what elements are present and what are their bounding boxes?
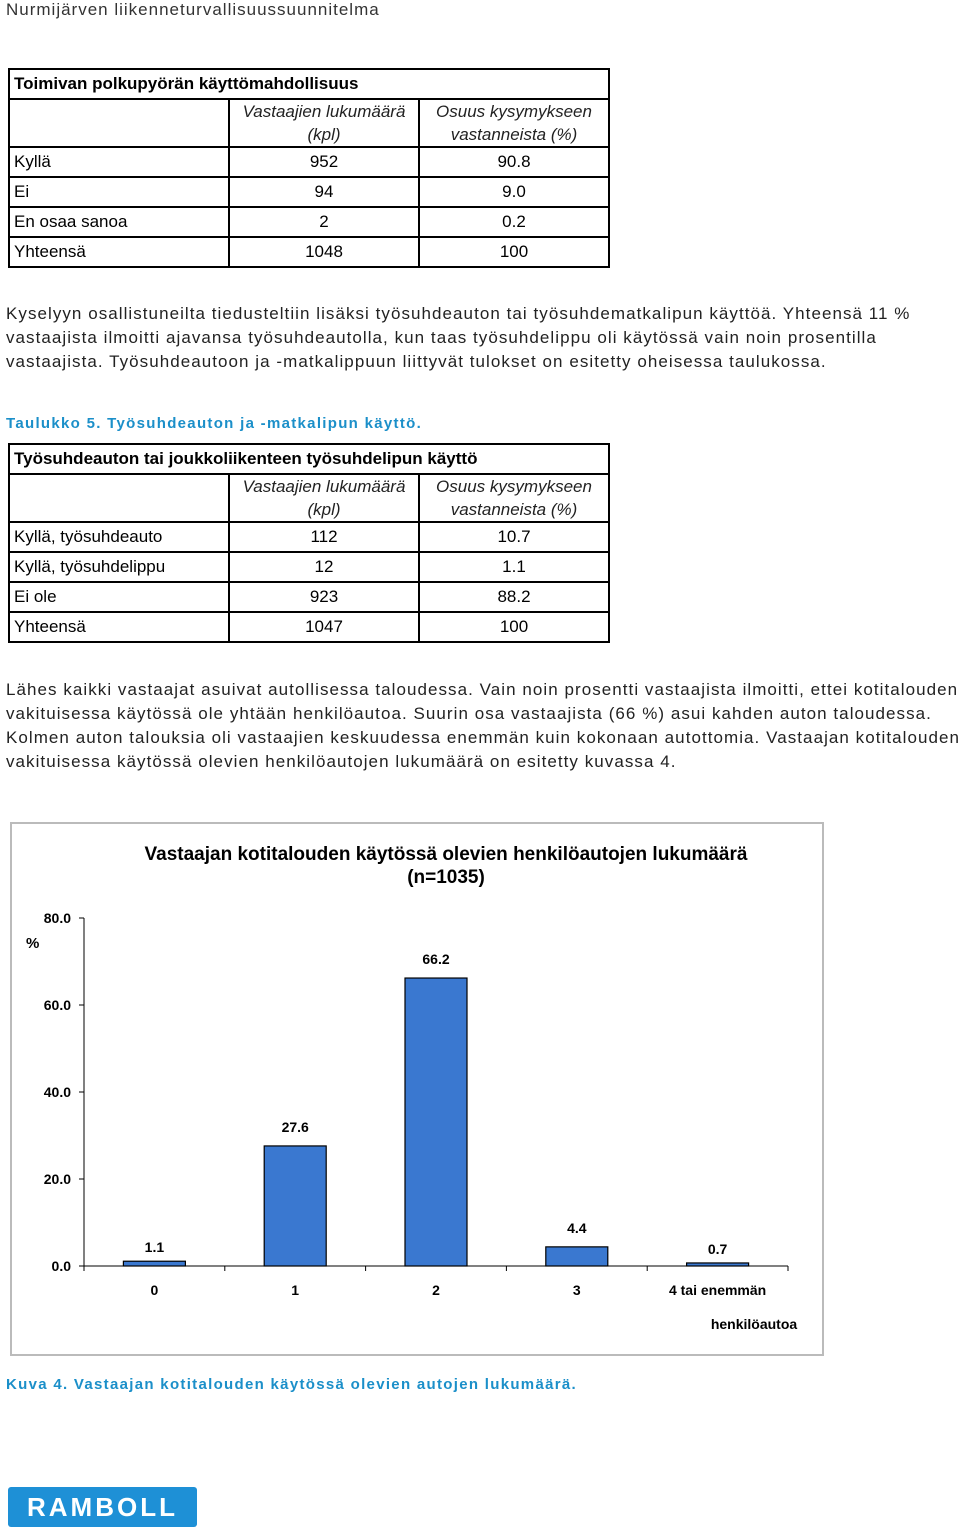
column-header-percent: Osuus kysymykseen vastanneista (%) bbox=[419, 474, 609, 522]
bar-value-label: 0.7 bbox=[707, 1241, 728, 1257]
table-row bbox=[9, 582, 609, 612]
bicycle-table bbox=[8, 68, 610, 268]
chart-subtitle: (n=1035) bbox=[407, 867, 485, 888]
x-tick-label: 4 tai enemmän bbox=[668, 1282, 767, 1298]
column-header-count: Vastaajien lukumäärä (kpl) bbox=[229, 99, 419, 147]
row-count: 923 bbox=[229, 582, 419, 612]
row-label: Ei ole bbox=[9, 582, 229, 612]
y-axis-label: % bbox=[26, 935, 40, 952]
work-vehicle-table bbox=[8, 443, 610, 643]
bar-value-label: 27.6 bbox=[281, 1118, 309, 1135]
row-count: 952 bbox=[229, 147, 419, 177]
chart-frame bbox=[10, 822, 824, 1356]
bar-value-label: 1.1 bbox=[144, 1239, 165, 1255]
x-tick-label: 3 bbox=[572, 1282, 581, 1298]
table-row bbox=[9, 177, 609, 207]
y-tick-label: 0.0 bbox=[51, 1258, 71, 1274]
table-row bbox=[9, 522, 609, 552]
row-label: Kyllä bbox=[9, 147, 229, 177]
table-title: Toimivan polkupyörän käyttömahdollisuus bbox=[9, 69, 609, 99]
row-count: 1047 bbox=[229, 612, 419, 642]
paragraph-work-vehicle: Kyselyyn osallistuneilta tiedusteltiin lisäksi työsuhdeauton tai työsuhdematkalipun käyttöä. Yhteensä 11 % vastaajista ilmoitti ajavansa työsuhdeautolla, kun taas työsuhdelippu oli käytössä vain noin prosentilla vastaajista. Työsuhdeautoon ja -matkalippuun liittyvät tulokset on esitetty oheisessa taulukossa. bbox=[6, 304, 911, 371]
chart-title: Vastaajan kotitalouden käytössä olevien henkilöautojen lukumäärä bbox=[144, 844, 748, 865]
row-percent: 9.0 bbox=[419, 177, 609, 207]
document-header: Nurmijärven liikenneturvallisuussuunnitelma bbox=[6, 0, 380, 19]
row-count: 112 bbox=[229, 522, 419, 552]
row-percent: 88.2 bbox=[419, 582, 609, 612]
row-count: 1048 bbox=[229, 237, 419, 267]
row-label: Kyllä, työsuhdelippu bbox=[9, 552, 229, 582]
row-percent: 100 bbox=[419, 612, 609, 642]
table-row bbox=[9, 207, 609, 237]
x-tick-label: 1 bbox=[291, 1282, 300, 1298]
row-count: 12 bbox=[229, 552, 419, 582]
row-percent: 10.7 bbox=[419, 522, 609, 552]
ramboll-logo bbox=[8, 1487, 197, 1527]
x-tick-label: 2 bbox=[432, 1282, 440, 1298]
figure-caption: Kuva 4. Vastaajan kotitalouden käytössä olevien autojen lukumäärä. bbox=[6, 1376, 577, 1393]
row-percent: 100 bbox=[419, 237, 609, 267]
row-label: Kyllä, työsuhdeauto bbox=[9, 522, 229, 552]
row-percent: 90.8 bbox=[419, 147, 609, 177]
empty-header-cell bbox=[9, 99, 229, 147]
row-label: Yhteensä bbox=[9, 237, 229, 267]
table-row bbox=[9, 552, 609, 582]
column-header-percent: Osuus kysymykseen vastanneista (%) bbox=[419, 99, 609, 147]
row-label: En osaa sanoa bbox=[9, 207, 229, 237]
bar-value-label: 4.4 bbox=[567, 1219, 587, 1236]
table-title: Työsuhdeauton tai joukkoliikenteen työsuhdelipun käyttö bbox=[9, 444, 609, 474]
y-tick-label: 60.0 bbox=[43, 997, 71, 1013]
row-percent: 1.1 bbox=[419, 552, 609, 582]
table-caption: Taulukko 5. Työsuhdeauton ja -matkalipun käyttö. bbox=[6, 415, 423, 432]
empty-header-cell bbox=[9, 474, 229, 522]
row-count: 2 bbox=[229, 207, 419, 237]
column-header-count: Vastaajien lukumäärä (kpl) bbox=[229, 474, 419, 522]
x-axis-label: henkilöautoa bbox=[710, 1316, 798, 1332]
row-label: Yhteensä bbox=[9, 612, 229, 642]
logo-text: RAMBOLL bbox=[27, 1492, 178, 1522]
x-tick-label: 0 bbox=[150, 1282, 159, 1298]
y-tick-label: 80.0 bbox=[43, 910, 71, 926]
paragraph-household-cars: Lähes kaikki vastaajat asuivat autollisessa taloudessa. Vain noin prosentti vastaajista ilmoitti, ettei kotitalouden vakituisessa käytössä ole yhtään henkilöautoa. Suurin osa vastaajista (66 %) asui kahden auton taloudessa. Kolmen auton talouksia oli vastaajien keskuudessa enemmän kuin kokonaan autottomia. Vastaajan kotitalouden vakituisessa käytössä olevien henkilöautojen lukumäärä on esitetty kuvassa 4. bbox=[6, 680, 960, 771]
y-tick-label: 40.0 bbox=[43, 1084, 71, 1100]
row-percent: 0.2 bbox=[419, 207, 609, 237]
table-row bbox=[9, 147, 609, 177]
table-row bbox=[9, 237, 609, 267]
row-label: Ei bbox=[9, 177, 229, 207]
y-tick-label: 20.0 bbox=[43, 1171, 71, 1187]
row-count: 94 bbox=[229, 177, 419, 207]
bar-value-label: 66.2 bbox=[422, 951, 450, 968]
table-row bbox=[9, 612, 609, 642]
